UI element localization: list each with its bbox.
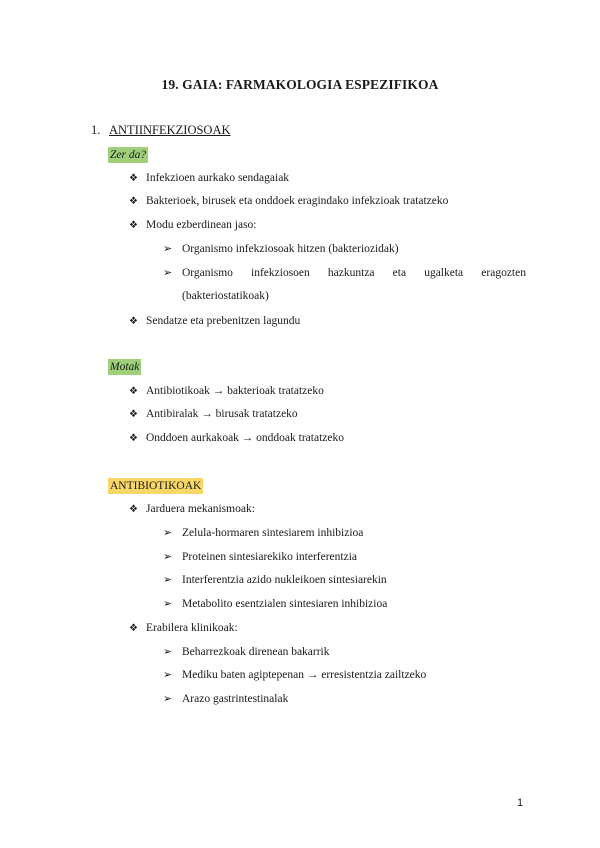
- diamond-bullet-icon: ❖: [129, 504, 138, 515]
- diamond-bullet-icon: ❖: [129, 409, 138, 420]
- arrow-bullet-icon: ➢: [163, 598, 173, 610]
- arrow-bullet-icon: ➢: [163, 243, 173, 255]
- heading-motak: Motak: [110, 361, 140, 373]
- bullet-item: [129, 194, 448, 209]
- diamond-bullet-icon: ❖: [129, 220, 138, 231]
- sub-item: [163, 266, 182, 280]
- arrow-bullet-icon: ➢: [163, 551, 173, 563]
- arrow-bullet-icon: ➢: [163, 574, 173, 586]
- sub-item-text: Interferentzia azido nukleikoen sintesiarekin: [182, 574, 387, 586]
- sub-item: [163, 526, 363, 540]
- sub-item-text: Metabolito esentzialen sintesiaren inhibizioa: [182, 598, 388, 610]
- bullet-text: Antibiralak → birusak tratatzeko: [146, 408, 298, 420]
- arrow-bullet-icon: ➢: [163, 693, 173, 705]
- heading-antibiotikoak: ANTIBIOTIKOAK: [110, 480, 202, 492]
- arrow-bullet-icon: ➢: [163, 267, 173, 279]
- page-number: 1: [517, 797, 524, 809]
- sub-item-text: Mediku baten agiptepenan → erresistentzia zailtzeko: [182, 669, 427, 681]
- arrow-bullet-icon: ➢: [163, 669, 173, 681]
- diamond-bullet-icon: ❖: [129, 433, 138, 444]
- sub-item: [163, 242, 399, 256]
- sub-item-text: Arazo gastrintestinalak: [182, 693, 289, 705]
- sub-item: [163, 668, 426, 682]
- sub-item: [163, 573, 387, 587]
- sub-item: [163, 692, 288, 706]
- diamond-bullet-icon: ❖: [129, 173, 138, 184]
- bullet-text: Antibiotikoak → bakterioak tratatzeko: [146, 385, 324, 397]
- bullet-text: Modu ezberdinean jaso:: [146, 219, 257, 231]
- sub-item-text: Beharrezkoak direnean bakarrik: [182, 646, 330, 658]
- sub-item: [163, 597, 387, 611]
- bullet-item: [129, 171, 289, 186]
- bullet-item: [129, 621, 238, 636]
- bullet-text: Sendatze eta prebenitzen lagundu: [146, 315, 301, 327]
- sub-item-text-justified: Organismo infekziosoen hazkuntza eta ugalketa eragozten: [182, 267, 526, 279]
- diamond-bullet-icon: ❖: [129, 623, 138, 634]
- bullet-item: [129, 314, 300, 329]
- bullet-text: Bakterioek, birusek eta onddoek eragindako infekzioak tratatzeko: [146, 195, 449, 207]
- page-title: 19. GAIA: FARMAKOLOGIA ESPEZIFIKOA: [161, 77, 439, 92]
- diamond-bullet-icon: ❖: [129, 196, 138, 207]
- heading-zer-da: Zer da?: [110, 149, 147, 161]
- section-title: ANTIINFEKZIOSOAK: [109, 123, 231, 137]
- bullet-item: [129, 502, 255, 517]
- bullet-item: [129, 431, 344, 446]
- bullet-text: Jarduera mekanismoak:: [146, 503, 255, 515]
- diamond-bullet-icon: ❖: [129, 316, 138, 327]
- sub-item-text: Organismo infekziosoak hitzen (bakteriozidak): [182, 243, 399, 255]
- bullet-item: [129, 407, 298, 422]
- arrow-bullet-icon: ➢: [163, 527, 173, 539]
- bullet-item: [129, 218, 257, 233]
- section-number: 1.: [91, 123, 101, 137]
- bullet-text: Infekzioen aurkako sendagaiak: [146, 172, 290, 184]
- sub-item: [163, 645, 330, 659]
- arrow-bullet-icon: ➢: [163, 646, 173, 658]
- sub-item: [163, 550, 357, 564]
- bullet-text: Onddoen aurkakoak → onddoak tratatzeko: [146, 432, 344, 444]
- bullet-text: Erabilera klinikoak:: [146, 622, 238, 634]
- diamond-bullet-icon: ❖: [129, 386, 138, 397]
- sub-item-text: Zelula-hormaren sintesiarem inhibizioa: [182, 527, 364, 539]
- bullet-item: [129, 384, 324, 399]
- sub-item-text: Proteinen sintesiarekiko interferentzia: [182, 551, 357, 563]
- sub-item-text-continued: (bakteriostatikoak): [182, 290, 269, 302]
